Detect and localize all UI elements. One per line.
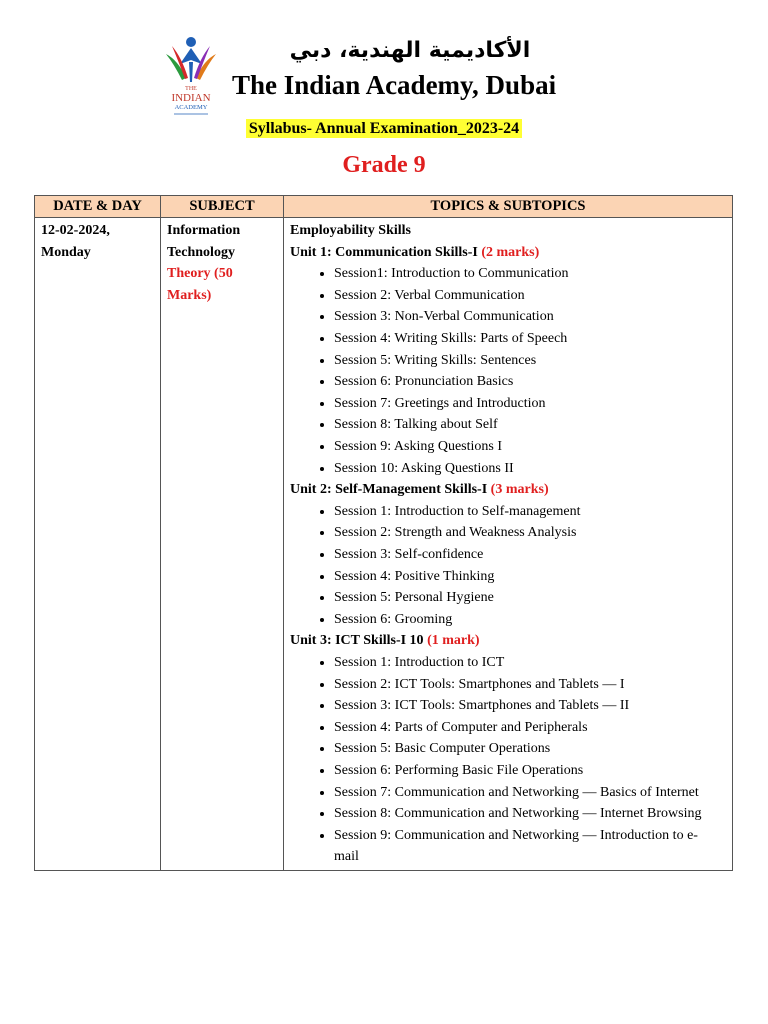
date-cell <box>35 217 161 870</box>
unit-name: Unit 1: Communication Skills-I <box>290 244 478 260</box>
session-text: Session 4: Writing Skills: Parts of Speech <box>334 331 568 346</box>
syllabus-table <box>34 195 733 871</box>
list-item <box>334 501 726 523</box>
list-item <box>334 717 726 739</box>
session-text: Session 1: Introduction to ICT <box>334 655 505 671</box>
session-text: Session 2: ICT Tools: Smartphones and Tablets — I <box>334 676 625 692</box>
list-item <box>334 803 726 825</box>
session-text: Session1: Introduction to Communication <box>334 266 569 282</box>
session-text: Session 8: Talking about Self <box>334 417 498 433</box>
header-date-day: DATE & DAY <box>35 196 161 218</box>
session-text: Session 5: Personal Hygiene <box>334 590 494 606</box>
session-text: Session 9: Asking Questions I <box>334 438 503 454</box>
header-subject: SUBJECT <box>161 196 284 218</box>
session-text: Session 4: Positive Thinking <box>334 568 495 584</box>
table-header-row <box>35 196 733 218</box>
topics-cell <box>284 217 733 870</box>
unit-marks: (3 marks) <box>490 482 549 498</box>
topic-heading: Employability Skills <box>290 222 411 238</box>
school-name-arabic: الأكاديمية الهندية، دبي <box>289 38 531 63</box>
list-item <box>334 674 726 696</box>
unit-marks: (1 mark) <box>427 633 480 649</box>
school-header <box>160 34 600 124</box>
list-item <box>334 306 726 328</box>
academy-logo <box>160 34 222 118</box>
list-item <box>334 350 726 372</box>
session-list <box>290 501 726 631</box>
list-item <box>334 609 726 631</box>
list-item <box>334 522 726 544</box>
list-item <box>334 825 726 868</box>
list-item <box>334 263 726 285</box>
list-item <box>334 587 726 609</box>
list-item <box>334 285 726 307</box>
unit-name: Unit 3: ICT Skills-I 10 <box>290 633 424 649</box>
session-text: Session 6: Grooming <box>334 611 453 627</box>
logo-text-indian: INDIAN <box>171 92 211 104</box>
exam-date: 12-02-2024, <box>41 222 110 238</box>
syllabus-title: Syllabus- Annual Examination_2023-24 <box>246 119 522 138</box>
session-text: Session 2: Strength and Weakness Analysis <box>334 525 577 541</box>
unit-title-3 <box>290 630 726 652</box>
session-text: Session 6: Performing Basic File Operations <box>334 763 584 779</box>
syllabus-title-line <box>0 120 768 138</box>
session-text: Session 10: Asking Questions II <box>334 460 514 476</box>
subject-cell <box>161 217 284 870</box>
session-text: Session 1: Introduction to Self-management <box>334 503 581 519</box>
session-text: Session 4: Parts of Computer and Peripherals <box>334 719 588 735</box>
subject-name-line2: Technology <box>167 244 235 260</box>
list-item <box>334 782 726 804</box>
session-list <box>290 652 726 868</box>
units-container <box>290 242 726 869</box>
session-text: Session 5: Basic Computer Operations <box>334 741 551 757</box>
session-text: Session 6: Pronunciation Basics <box>334 374 514 390</box>
list-item <box>334 328 726 350</box>
session-text: Session 7: Greetings and Introduction <box>334 395 546 411</box>
session-list <box>290 263 726 479</box>
list-item <box>334 544 726 566</box>
exam-day: Monday <box>41 244 91 260</box>
logo-text-the: THE <box>185 86 197 92</box>
list-item <box>334 738 726 760</box>
table-row <box>35 217 733 870</box>
list-item <box>334 695 726 717</box>
session-text: Session 7: Communication and Networking — Basics of Internet <box>334 784 699 800</box>
list-item <box>334 436 726 458</box>
session-text: Session 3: ICT Tools: Smartphones and Tablets — II <box>334 698 630 714</box>
list-item <box>334 393 726 415</box>
unit-title-1 <box>290 242 726 264</box>
unit-title-2 <box>290 479 726 501</box>
subject-theory-marks: Theory (50 Marks) <box>167 266 233 303</box>
session-text: Session 3: Self-confidence <box>334 547 484 563</box>
list-item <box>334 760 726 782</box>
unit-marks: (2 marks) <box>481 244 540 260</box>
session-text: Session 9: Communication and Networking — Introduction to e-mail <box>334 827 698 865</box>
session-text: Session 8: Communication and Networking — Internet Browsing <box>334 806 702 822</box>
list-item <box>334 371 726 393</box>
school-name: The Indian Academy, Dubai <box>232 70 557 100</box>
unit-name: Unit 2: Self-Management Skills-I <box>290 482 488 498</box>
header-topics: TOPICS & SUBTOPICS <box>284 196 733 218</box>
list-item <box>334 414 726 436</box>
session-text: Session 3: Non-Verbal Communication <box>334 309 554 325</box>
grade-title: Grade 9 <box>342 152 426 178</box>
session-text: Session 2: Verbal Communication <box>334 287 525 303</box>
list-item <box>334 652 726 674</box>
list-item <box>334 566 726 588</box>
list-item <box>334 458 726 480</box>
logo-text-academy: ACADEMY <box>174 104 208 111</box>
subject-name-line1: Information <box>167 222 241 238</box>
session-text: Session 5: Writing Skills: Sentences <box>334 352 537 368</box>
